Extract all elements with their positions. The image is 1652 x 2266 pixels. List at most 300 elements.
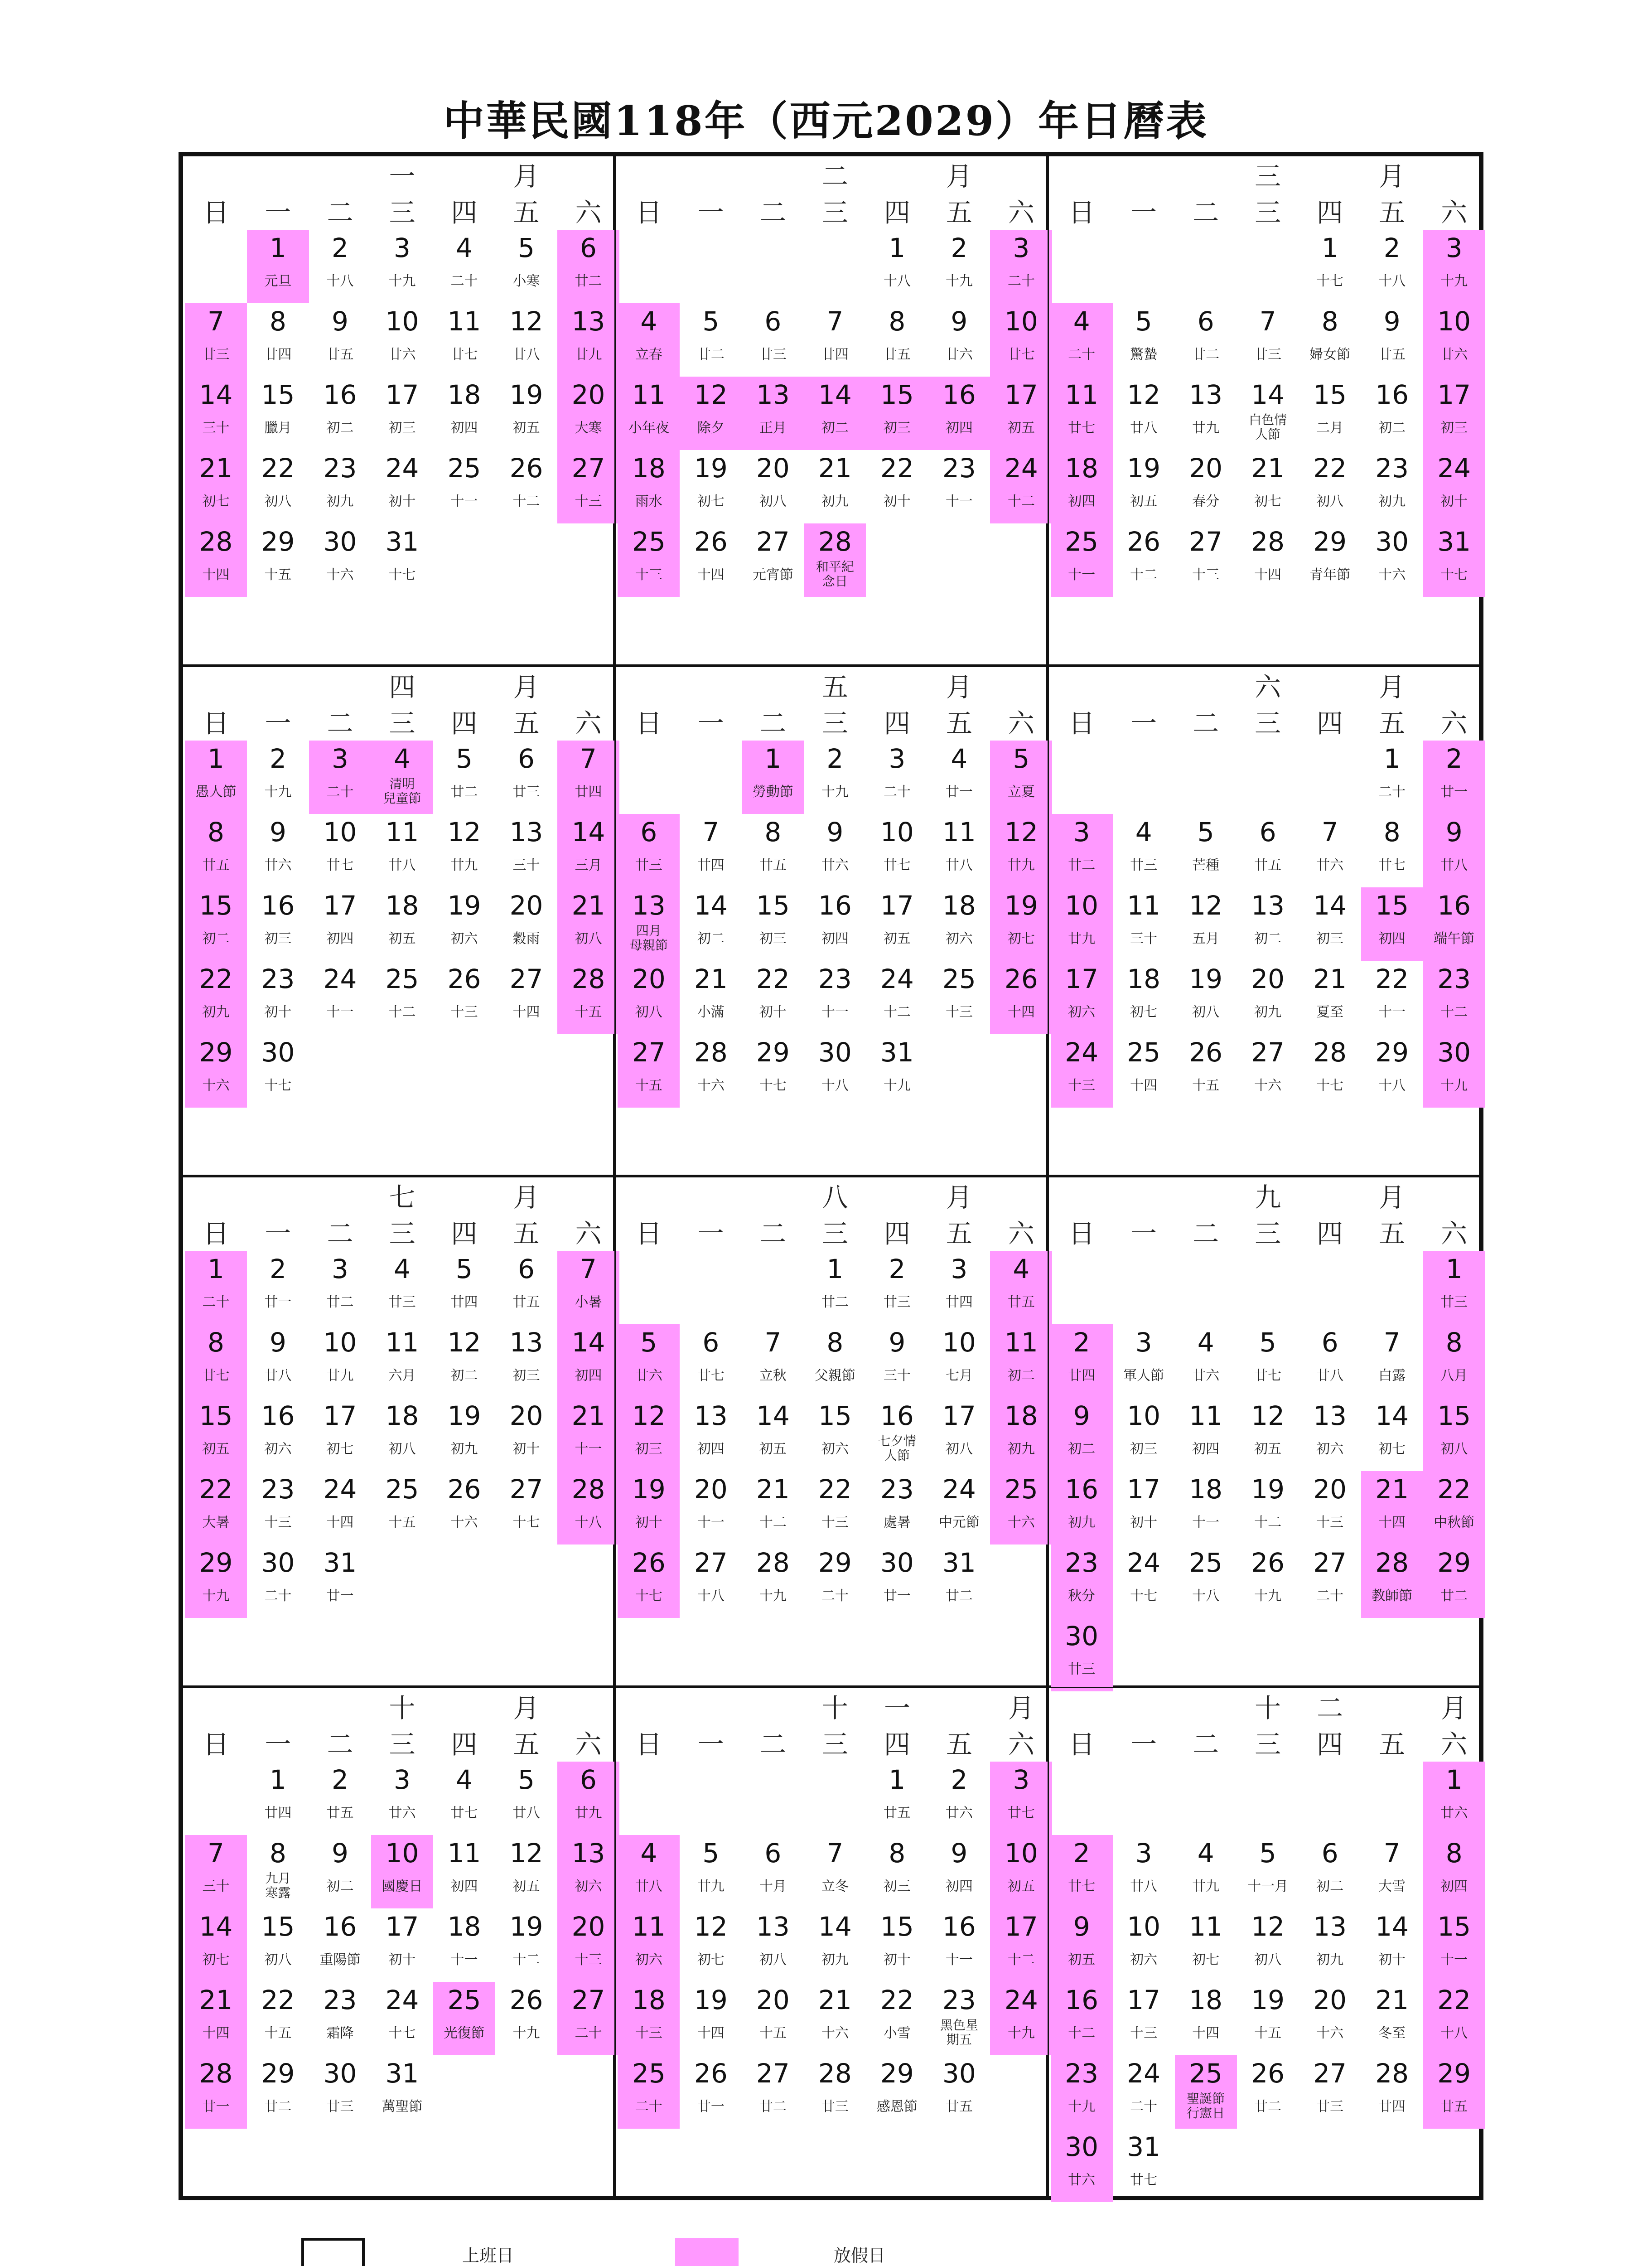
day-cell-holiday xyxy=(618,377,680,450)
day-number: 29 xyxy=(1313,526,1347,557)
lunar-label: 十七 xyxy=(1130,1588,1158,1604)
lunar-label: 廿四 xyxy=(821,347,849,363)
lunar-label: 廿六 xyxy=(264,857,292,873)
weekday-label: 五 xyxy=(946,1218,972,1249)
day-number: 7 xyxy=(826,1837,844,1869)
day-number: 24 xyxy=(323,1474,357,1505)
month-name-char: 月 xyxy=(1008,1692,1034,1724)
month-name-char: 一 xyxy=(389,161,415,192)
day-cell xyxy=(495,961,557,1034)
lunar-label: 初二 xyxy=(1316,1878,1344,1894)
lunar-label: 三十 xyxy=(202,420,230,436)
lunar-label: 廿九 xyxy=(575,347,602,363)
lunar-label: 秋分 xyxy=(1068,1588,1096,1604)
day-number: 26 xyxy=(694,526,728,557)
day-number: 30 xyxy=(1437,1036,1471,1068)
day-number: 11 xyxy=(632,1911,666,1942)
day-number: 25 xyxy=(1065,526,1099,557)
weekday-label: 六 xyxy=(1441,197,1468,228)
day-cell-holiday xyxy=(680,377,742,450)
day-cell xyxy=(1361,741,1423,814)
day-number: 2 xyxy=(826,743,844,774)
day-number: 1 xyxy=(270,232,286,263)
lunar-label: 初四 xyxy=(326,930,354,947)
day-number: 23 xyxy=(323,453,357,484)
weekday-label: 五 xyxy=(946,197,972,228)
day-cell-holiday xyxy=(1051,1908,1113,1982)
day-cell xyxy=(866,1835,928,1908)
day-cell xyxy=(866,2055,928,2129)
day-cell xyxy=(309,303,371,377)
day-number: 9 xyxy=(889,1327,906,1358)
day-number: 29 xyxy=(756,1036,790,1068)
weekday-label: 二 xyxy=(327,1729,353,1760)
day-cell xyxy=(928,1908,990,1982)
day-number: 5 xyxy=(518,1764,535,1795)
day-number: 12 xyxy=(1127,379,1161,410)
day-number: 10 xyxy=(323,1327,357,1358)
day-cell xyxy=(1237,1034,1299,1108)
day-cell xyxy=(1175,1982,1237,2055)
day-cell xyxy=(433,1251,495,1324)
lunar-label: 廿二 xyxy=(575,273,602,289)
lunar-label: 八月 xyxy=(1440,1368,1468,1384)
day-cell xyxy=(433,303,495,377)
day-cell xyxy=(1113,814,1175,887)
weekday-label: 四 xyxy=(1317,197,1343,228)
day-number: 8 xyxy=(826,1327,844,1358)
day-number: 29 xyxy=(199,1036,233,1068)
day-cell xyxy=(804,303,866,377)
lunar-label: 愚人節 xyxy=(195,784,237,800)
lunar-label: 婦女節 xyxy=(1309,347,1351,363)
lunar-label: 三十 xyxy=(1130,930,1158,947)
day-number: 31 xyxy=(942,1547,976,1578)
day-cell xyxy=(1113,377,1175,450)
day-number: 18 xyxy=(632,1984,666,2015)
lunar-label: 廿七 xyxy=(1378,857,1406,873)
lunar-label: 廿六 xyxy=(1192,1368,1220,1384)
day-number: 3 xyxy=(332,743,348,774)
lunar-label: 二十 xyxy=(1378,784,1406,800)
lunar-label: 廿一 xyxy=(883,1588,911,1604)
lunar-label: 廿二 xyxy=(326,1294,354,1310)
lunar-label: 二十 xyxy=(264,1588,292,1604)
weekday-label: 一 xyxy=(265,1218,291,1249)
day-number: 1 xyxy=(208,1254,224,1284)
lunar-label: 元旦 xyxy=(264,273,292,289)
lunar-label: 廿三 xyxy=(883,1294,911,1310)
day-cell xyxy=(247,887,309,961)
day-cell xyxy=(1361,1835,1423,1908)
day-number: 13 xyxy=(632,890,666,921)
day-number: 29 xyxy=(199,1547,233,1578)
day-number: 22 xyxy=(1437,1984,1471,2015)
day-cell xyxy=(680,2055,742,2129)
day-cell-holiday xyxy=(990,887,1052,961)
weekday-label: 二 xyxy=(1193,197,1219,228)
day-cell xyxy=(1361,230,1423,303)
weekday-label: 六 xyxy=(1441,707,1468,739)
lunar-label: 廿五 xyxy=(326,1805,354,1821)
day-number: 20 xyxy=(571,1911,605,1942)
lunar-label: 小寒 xyxy=(512,273,540,289)
day-cell xyxy=(680,1324,742,1398)
day-number: 10 xyxy=(880,816,914,847)
day-cell-holiday xyxy=(1423,230,1485,303)
lunar-label: 十三 xyxy=(1192,567,1220,583)
day-cell-holiday xyxy=(557,1762,619,1835)
day-number: 27 xyxy=(756,526,790,557)
weekday-header xyxy=(183,1217,613,1250)
lunar-label: 十四 xyxy=(1254,567,1282,583)
day-number: 2 xyxy=(1073,1837,1090,1869)
day-number: 1 xyxy=(889,232,906,263)
day-cell xyxy=(371,814,433,887)
lunar-label: 十九 xyxy=(1068,2098,1096,2115)
day-number: 22 xyxy=(756,963,790,994)
day-cell xyxy=(247,450,309,523)
day-cell xyxy=(247,814,309,887)
day-cell xyxy=(866,1398,928,1471)
lunar-label: 立夏 xyxy=(1007,784,1035,800)
day-cell xyxy=(804,741,866,814)
day-cell-holiday xyxy=(309,741,371,814)
day-cell xyxy=(1237,887,1299,961)
day-number: 13 xyxy=(509,816,543,847)
lunar-label: 十三 xyxy=(945,1004,973,1020)
day-number: 12 xyxy=(509,306,543,337)
day-number: 23 xyxy=(818,963,852,994)
day-number: 11 xyxy=(1065,379,1099,410)
lunar-label: 初二 xyxy=(1007,1368,1035,1384)
day-cell xyxy=(680,1034,742,1108)
month-5 xyxy=(614,666,1047,1177)
day-cell-holiday xyxy=(185,887,247,961)
weekday-label: 五 xyxy=(1379,1218,1406,1249)
day-cell xyxy=(680,1545,742,1618)
day-number: 2 xyxy=(889,1254,906,1284)
lunar-label: 廿七 xyxy=(697,1368,725,1384)
day-cell xyxy=(742,814,804,887)
day-cell-holiday xyxy=(1423,1398,1485,1471)
day-cell xyxy=(804,887,866,961)
day-cell xyxy=(247,1034,309,1108)
day-number: 9 xyxy=(1445,816,1463,847)
day-number: 11 xyxy=(1189,1400,1223,1431)
day-cell-holiday xyxy=(742,377,804,450)
day-cell xyxy=(309,1324,371,1398)
day-cell xyxy=(1113,1545,1175,1618)
day-cell xyxy=(866,887,928,961)
day-cell-holiday xyxy=(618,303,680,377)
day-cell xyxy=(680,814,742,887)
lunar-label: 十八 xyxy=(1440,2025,1468,2041)
lunar-label: 初三 xyxy=(1316,930,1344,947)
day-number: 1 xyxy=(1383,743,1401,774)
lunar-label: 十二 xyxy=(883,1004,911,1020)
day-cell xyxy=(928,230,990,303)
lunar-label: 廿二 xyxy=(1192,347,1220,363)
day-cell xyxy=(247,1324,309,1398)
lunar-label: 十五 xyxy=(759,2025,787,2041)
day-cell xyxy=(680,1835,742,1908)
day-cell xyxy=(1299,2055,1361,2129)
lunar-label: 二十 xyxy=(202,1294,230,1310)
day-cell xyxy=(433,887,495,961)
lunar-label: 臘月 xyxy=(264,420,292,436)
lunar-label: 初九 xyxy=(1316,1951,1344,1968)
day-cell-holiday xyxy=(618,961,680,1034)
day-number: 15 xyxy=(1313,379,1347,410)
day-number: 18 xyxy=(447,1911,481,1942)
day-cell xyxy=(1299,887,1361,961)
month-12 xyxy=(1048,1687,1480,2198)
lunar-label: 廿三 xyxy=(759,347,787,363)
month-name xyxy=(616,671,1046,703)
month-name-char: 月 xyxy=(1379,671,1406,702)
lunar-label: 廿八 xyxy=(1440,857,1468,873)
day-cell-holiday xyxy=(185,523,247,597)
day-cell xyxy=(433,1835,495,1908)
day-cell-holiday xyxy=(185,741,247,814)
month-9 xyxy=(1048,1176,1480,1687)
lunar-label: 初四 xyxy=(575,1368,602,1384)
day-number: 3 xyxy=(951,1254,968,1284)
lunar-label: 十七 xyxy=(512,1515,540,1530)
day-cell xyxy=(1175,1324,1237,1398)
month-6 xyxy=(1048,666,1480,1177)
lunar-label: 二十 xyxy=(821,1588,849,1604)
lunar-label: 十七 xyxy=(635,1588,662,1604)
day-number: 8 xyxy=(270,306,286,337)
day-number: 5 xyxy=(1259,1837,1276,1869)
day-number: 8 xyxy=(208,1327,224,1358)
lunar-label: 除夕 xyxy=(697,420,725,436)
day-cell xyxy=(928,1251,990,1324)
lunar-label: 白色情 人節 xyxy=(1249,412,1287,442)
day-cell-holiday xyxy=(557,1324,619,1398)
day-cell xyxy=(1175,303,1237,377)
day-number: 15 xyxy=(199,1400,233,1431)
day-cell-holiday xyxy=(371,1835,433,1908)
day-cell xyxy=(1113,1982,1175,2055)
day-number: 23 xyxy=(1065,2058,1099,2089)
day-cell-holiday xyxy=(185,377,247,450)
lunar-label: 二十 xyxy=(1316,1588,1344,1604)
lunar-label: 廿三 xyxy=(202,347,230,363)
day-cell-holiday xyxy=(185,1324,247,1398)
day-number: 3 xyxy=(889,743,906,774)
day-number: 28 xyxy=(1375,2058,1409,2089)
lunar-label: 廿三 xyxy=(512,784,540,800)
lunar-label: 初五 xyxy=(202,1441,230,1457)
day-number: 7 xyxy=(208,1837,224,1869)
day-number: 31 xyxy=(1127,2131,1161,2162)
day-number: 20 xyxy=(509,1400,543,1431)
lunar-label: 十九 xyxy=(1440,273,1468,289)
day-cell xyxy=(1299,230,1361,303)
day-cell xyxy=(1237,1398,1299,1471)
day-number: 30 xyxy=(880,1547,914,1578)
lunar-label: 初八 xyxy=(759,1951,787,1968)
day-number: 12 xyxy=(447,816,481,847)
day-number: 18 xyxy=(1004,1400,1038,1431)
weekday-label: 二 xyxy=(327,1218,353,1249)
lunar-label: 廿五 xyxy=(945,2098,973,2115)
day-cell xyxy=(247,2055,309,2129)
weekday-label: 六 xyxy=(1008,707,1034,739)
day-number: 16 xyxy=(323,379,357,410)
lunar-label: 十五 xyxy=(1254,2025,1282,2041)
day-cell-holiday xyxy=(557,814,619,887)
lunar-label: 三月 xyxy=(575,857,602,873)
lunar-label: 初四 xyxy=(450,1878,478,1894)
month-name-char: 月 xyxy=(946,671,972,702)
lunar-label: 初九 xyxy=(202,1004,230,1020)
day-number: 20 xyxy=(509,890,543,921)
day-number: 29 xyxy=(1437,1547,1471,1578)
day-number: 4 xyxy=(951,743,968,774)
day-number: 25 xyxy=(385,963,419,994)
day-number: 11 xyxy=(1127,890,1161,921)
day-cell xyxy=(928,741,990,814)
day-number: 4 xyxy=(1197,1327,1214,1358)
lunar-label: 廿四 xyxy=(1068,1368,1096,1384)
day-number: 12 xyxy=(1004,816,1038,847)
day-cell xyxy=(309,1471,371,1545)
day-cell-holiday xyxy=(990,741,1052,814)
day-cell xyxy=(1175,1835,1237,1908)
day-cell xyxy=(371,377,433,450)
day-number: 11 xyxy=(385,816,419,847)
weekday-label: 四 xyxy=(1317,1218,1343,1249)
day-number: 19 xyxy=(447,1400,481,1431)
day-cell-holiday xyxy=(1051,1835,1113,1908)
day-cell xyxy=(309,1251,371,1324)
weekday-label: 五 xyxy=(513,1729,540,1760)
lunar-label: 廿七 xyxy=(202,1368,230,1384)
lunar-label: 十四 xyxy=(1130,1077,1158,1094)
lunar-label: 初五 xyxy=(1007,1878,1035,1894)
lunar-label: 十三 xyxy=(450,1004,478,1020)
lunar-label: 初二 xyxy=(1068,1441,1096,1457)
day-number: 26 xyxy=(694,2058,728,2089)
lunar-label: 初四 xyxy=(945,420,973,436)
day-number: 27 xyxy=(1251,1036,1285,1068)
day-cell xyxy=(1361,450,1423,523)
day-cell xyxy=(433,961,495,1034)
day-number: 17 xyxy=(1065,963,1099,994)
lunar-label: 中元節 xyxy=(938,1515,980,1530)
day-number: 7 xyxy=(580,743,597,774)
lunar-label: 初九 xyxy=(821,1951,849,1968)
day-cell xyxy=(309,2055,371,2129)
lunar-label: 廿八 xyxy=(512,347,540,363)
day-number: 27 xyxy=(756,2058,790,2089)
day-number: 30 xyxy=(942,2058,976,2089)
lunar-label: 十六 xyxy=(697,1077,725,1094)
day-number: 1 xyxy=(1445,1764,1463,1795)
lunar-label: 十九 xyxy=(945,273,973,289)
lunar-label: 感恩節 xyxy=(876,2098,918,2115)
day-cell-holiday xyxy=(185,303,247,377)
day-cell-holiday xyxy=(618,814,680,887)
month-name-char: 月 xyxy=(946,161,972,192)
lunar-label: 廿三 xyxy=(388,1294,416,1310)
month-name xyxy=(1049,160,1479,193)
day-number: 20 xyxy=(1313,1984,1347,2015)
lunar-label: 十七 xyxy=(264,1077,292,1094)
day-number: 12 xyxy=(1251,1911,1285,1942)
day-cell xyxy=(1175,1398,1237,1471)
lunar-label: 十八 xyxy=(821,1077,849,1094)
day-cell xyxy=(1299,303,1361,377)
lunar-label: 初九 xyxy=(1254,1004,1282,1020)
day-cell xyxy=(742,1398,804,1471)
day-number: 19 xyxy=(509,379,543,410)
day-number: 19 xyxy=(632,1474,666,1505)
day-number: 31 xyxy=(880,1036,914,1068)
day-cell-holiday xyxy=(1423,961,1485,1034)
lunar-label: 十六 xyxy=(1316,2025,1344,2041)
weekday-label: 三 xyxy=(389,1729,415,1760)
weekday-label: 五 xyxy=(513,707,540,739)
lunar-label: 十一 xyxy=(575,1441,602,1457)
day-number: 14 xyxy=(1375,1911,1409,1942)
lunar-label: 聖誕節 行憲日 xyxy=(1187,2091,1225,2121)
day-cell xyxy=(247,741,309,814)
day-cell xyxy=(495,1251,557,1324)
lunar-label: 十一 xyxy=(450,1951,478,1968)
lunar-label: 廿二 xyxy=(1254,2098,1282,2115)
lunar-label: 初二 xyxy=(1254,930,1282,947)
weekday-label: 日 xyxy=(1068,197,1095,228)
day-number: 3 xyxy=(1135,1837,1152,1869)
lunar-label: 初三 xyxy=(635,1441,662,1457)
day-cell-holiday xyxy=(557,303,619,377)
day-cell-holiday xyxy=(1051,523,1113,597)
day-number: 8 xyxy=(1445,1837,1463,1869)
day-cell xyxy=(309,1835,371,1908)
day-cell xyxy=(1237,1908,1299,1982)
day-cell-holiday xyxy=(557,377,619,450)
month-name xyxy=(183,1181,613,1214)
lunar-label: 穀雨 xyxy=(512,930,540,947)
day-cell-holiday xyxy=(1051,814,1113,887)
day-cell-holiday xyxy=(557,1398,619,1471)
day-number: 22 xyxy=(880,453,914,484)
lunar-label: 初三 xyxy=(759,930,787,947)
day-cell xyxy=(680,961,742,1034)
day-cell xyxy=(804,2055,866,2129)
lunar-label: 二十 xyxy=(450,273,478,289)
day-cell-holiday xyxy=(185,1835,247,1908)
day-cell xyxy=(309,377,371,450)
day-cell-holiday xyxy=(990,1324,1052,1398)
day-number: 28 xyxy=(818,526,852,557)
day-number: 6 xyxy=(640,816,657,847)
day-cell-holiday xyxy=(185,1908,247,1982)
day-cell-holiday xyxy=(185,1545,247,1618)
lunar-label: 白露 xyxy=(1378,1368,1406,1384)
day-number: 9 xyxy=(332,306,348,337)
day-number: 30 xyxy=(1065,1621,1099,1651)
day-cell-holiday xyxy=(990,230,1052,303)
lunar-label: 廿五 xyxy=(1007,1294,1035,1310)
weekday-label: 五 xyxy=(513,1218,540,1249)
day-cell xyxy=(495,741,557,814)
